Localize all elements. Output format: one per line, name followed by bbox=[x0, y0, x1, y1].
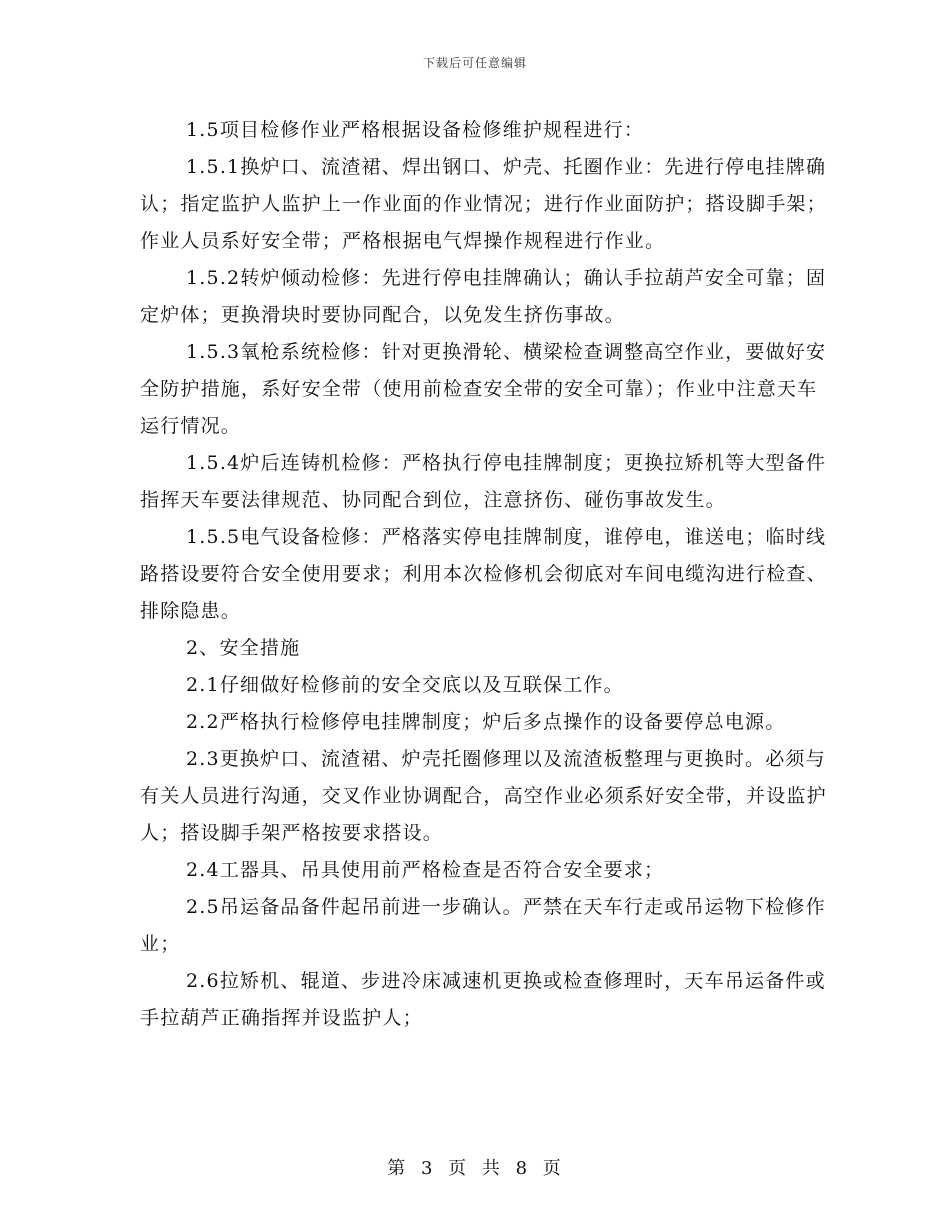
paragraph-1-5-3: 1.5.3氧枪系统检修：针对更换滑轮、横梁检查调整高空作业，要做好安全防护措施，系好安全带（使用前检查安全带的安全可靠）；作业中注意天车运行情况。 bbox=[140, 341, 827, 437]
paragraph-2-6: 2.6拉矫机、辊道、步进冷床减速机更换或检查修理时，天车吊运备件或手拉葫芦正确指挥并设监护人； bbox=[140, 970, 826, 1029]
paragraph-1-5-1: 1.5.1换炉口、流渣裙、焊出钢口、炉壳、托圈作业：先进行停电挂牌确认；指定监护人监护上一作业面的作业情况；进行作业面防护；搭设脚手架；作业人员系好安全带；严格根据电气焊操作规程进行作业。 bbox=[140, 156, 827, 252]
paragraph-2-4: 2.4工器具、吊具使用前严格检查是否符合安全要求； bbox=[186, 859, 665, 881]
paragraph-1-5-4: 1.5.4炉后连铸机检修：严格执行停电挂牌制度；更换拉矫机等大型备件指挥天车要法律规范、协同配合到位，注意挤伤、碰伤事故发生。 bbox=[140, 452, 827, 511]
document-body bbox=[140, 112, 830, 1037]
paragraph-2-3: 2.3更换炉口、流渣裙、炉壳托圈修理以及流渣板整理与更换时。必须与有关人员进行沟通，交叉作业协调配合，高空作业必须系好安全带，并设监护人；搭设脚手架严格按要求搭设。 bbox=[140, 748, 827, 844]
paragraph-1-5-2: 1.5.2转炉倾动检修：先进行停电挂牌确认；确认手拉葫芦安全可靠；固定炉体；更换滑块时要协同配合，以免发生挤伤事故。 bbox=[140, 267, 827, 326]
paragraph-1-5: 1.5项目检修作业严格根据设备检修维护规程进行： bbox=[186, 119, 645, 141]
section-heading-safety-measures: 2、安全措施 bbox=[186, 637, 301, 659]
page-number-footer: 第 3 页 共 8 页 bbox=[387, 1158, 563, 1179]
paragraph-2-5: 2.5吊运备品备件起吊前进一步确认。严禁在天车行走或吊运物下检修作业； bbox=[140, 896, 826, 955]
paragraph-2-1: 2.1仔细做好检修前的安全交底以及互联保工作。 bbox=[186, 674, 624, 696]
paragraph-2-2: 2.2严格执行检修停电挂牌制度；炉后多点操作的设备要停总电源。 bbox=[186, 711, 786, 733]
paragraph-1-5-5: 1.5.5电气设备检修：严格落实停电挂牌制度，谁停电，谁送电；临时线路搭设要符合安全使用要求；利用本次检修机会彻底对车间电缆沟进行检查、排除隐患。 bbox=[140, 526, 827, 622]
page-header: 下载后可任意编辑 bbox=[422, 56, 527, 70]
